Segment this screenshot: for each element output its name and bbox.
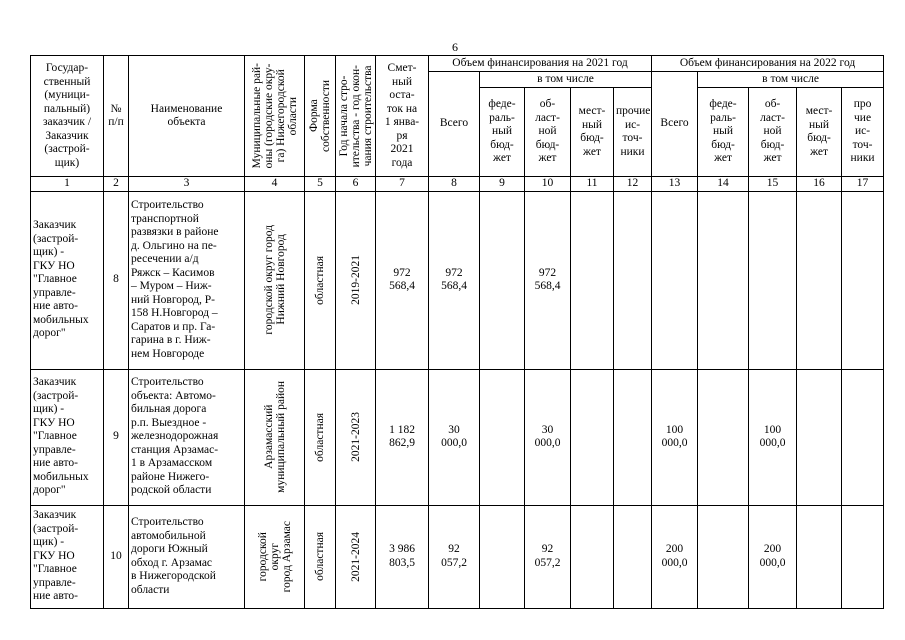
row-total-2021: 30 000,0 — [429, 369, 480, 505]
row-total-2022: 200 000,0 — [652, 505, 698, 608]
col-num: 10 — [525, 177, 571, 192]
row-years: 2019-2021 — [336, 191, 376, 369]
row-federal-2022 — [698, 191, 749, 369]
row-other-2022 — [842, 369, 884, 505]
row-ownership: областная — [305, 191, 336, 369]
row-regional-2021: 972 568,4 — [525, 191, 571, 369]
col-num: 9 — [480, 177, 525, 192]
row-regional-2022: 200 000,0 — [749, 505, 797, 608]
row-total-2022 — [652, 191, 698, 369]
header-balance: Смет- ный оста- ток на 1 янва- ря 2021 года — [376, 56, 429, 177]
header-total-2022: Всего — [652, 72, 698, 177]
row-num: 8 — [104, 191, 129, 369]
row-customer: Заказчик (застрой- щик) - ГКУ НО "Главное управле- ние авто- — [31, 505, 104, 608]
row-district: городской округ город Нижний Новгород — [245, 191, 305, 369]
header-row-1 — [31, 56, 884, 72]
row-other-2021 — [614, 369, 652, 505]
row-object: Строительство автомобильной дороги Южный обход г. Арзамас в Нижегородской области — [129, 505, 245, 608]
col-num: 1 — [31, 177, 104, 192]
header-object-name: Наименование объекта — [129, 56, 245, 177]
row-regional-2021: 92 057,2 — [525, 505, 571, 608]
row-num: 10 — [104, 505, 129, 608]
row-customer: Заказчик (застрой- щик) - ГКУ НО "Главное управле- ние авто- мобильных дорог" — [31, 369, 104, 505]
col-num: 2 — [104, 177, 129, 192]
col-num: 8 — [429, 177, 480, 192]
header-other-2022: про чие ис- точ- ники — [842, 88, 884, 177]
header-federal-2022: феде- раль- ный бюд- жет — [698, 88, 749, 177]
row-balance: 3 986 803,5 — [376, 505, 429, 608]
row-local-2022 — [797, 191, 842, 369]
financing-table — [30, 55, 884, 609]
row-years: 2021-2024 — [336, 505, 376, 608]
header-local-2022: мест- ный бюд- жет — [797, 88, 842, 177]
row-regional-2022 — [749, 191, 797, 369]
col-num: 11 — [571, 177, 614, 192]
col-num: 5 — [305, 177, 336, 192]
row-total-2022: 100 000,0 — [652, 369, 698, 505]
row-total-2021: 972 568,4 — [429, 191, 480, 369]
row-object: Строительство транспортной развязки в районе д. Ольгино на пе- ресечении а/д Ряжск – Касимов – Муром – Ниж- ний Новгород, Р- 158 Н.Новгород – Саратов и пр. Га- гарина в г. Ниж- нем Новгороде — [129, 191, 245, 369]
row-federal-2022 — [698, 369, 749, 505]
row-other-2021 — [614, 505, 652, 608]
header-incl-2022: в том числе — [698, 72, 884, 88]
header-fin-2021: Объем финансирования на 2021 год — [429, 56, 652, 72]
row-num: 9 — [104, 369, 129, 505]
table-row — [31, 505, 884, 608]
header-num: № п/п — [104, 56, 129, 177]
header-other-2021: прочие ис- точ- ники — [614, 88, 652, 177]
row-federal-2021 — [480, 505, 525, 608]
col-num: 15 — [749, 177, 797, 192]
header-local-2021: мест- ный бюд- жет — [571, 88, 614, 177]
row-local-2022 — [797, 505, 842, 608]
header-customer: Государ- ственный (муници- пальный) заказчик / Заказчик (застрой- щик) — [31, 56, 104, 177]
col-num: 17 — [842, 177, 884, 192]
row-district: Арзамасский муниципальный район — [245, 369, 305, 505]
header-regional-2022: об- ласт- ной бюд- жет — [749, 88, 797, 177]
header-incl-2021: в том числе — [480, 72, 652, 88]
row-customer: Заказчик (застрой- щик) - ГКУ НО "Главное управле- ние авто- мобильных дорог" — [31, 191, 104, 369]
page-number: 6 — [452, 40, 458, 54]
header-total-2021: Всего — [429, 72, 480, 177]
header-years: Год начала стро- ительства - год окон- чания строительства — [336, 56, 376, 177]
table-row — [31, 369, 884, 505]
row-local-2021 — [571, 191, 614, 369]
column-numbers-row — [31, 177, 884, 192]
header-regional-2021: об- ласт- ной бюд- жет — [525, 88, 571, 177]
row-federal-2021 — [480, 191, 525, 369]
col-num: 6 — [336, 177, 376, 192]
col-num: 4 — [245, 177, 305, 192]
row-other-2022 — [842, 505, 884, 608]
header-federal-2021: феде- раль- ный бюд- жет — [480, 88, 525, 177]
row-balance: 972 568,4 — [376, 191, 429, 369]
row-other-2022 — [842, 191, 884, 369]
row-district: городской округ город Арзамас — [245, 505, 305, 608]
col-num: 14 — [698, 177, 749, 192]
row-local-2022 — [797, 369, 842, 505]
row-local-2021 — [571, 369, 614, 505]
col-num: 7 — [376, 177, 429, 192]
row-object: Строительство объекта: Автомо- бильная дорога р.п. Выездное - железнодорожная станция Арзамас- 1 в Арзамасском районе Нижего- родской области — [129, 369, 245, 505]
row-ownership: областная — [305, 505, 336, 608]
col-num: 3 — [129, 177, 245, 192]
row-federal-2021 — [480, 369, 525, 505]
row-regional-2022: 100 000,0 — [749, 369, 797, 505]
row-years: 2021-2023 — [336, 369, 376, 505]
col-num: 12 — [614, 177, 652, 192]
row-total-2021: 92 057,2 — [429, 505, 480, 608]
row-ownership: областная — [305, 369, 336, 505]
row-local-2021 — [571, 505, 614, 608]
row-regional-2021: 30 000,0 — [525, 369, 571, 505]
row-federal-2022 — [698, 505, 749, 608]
col-num: 13 — [652, 177, 698, 192]
col-num: 16 — [797, 177, 842, 192]
header-districts: Муниципальные рай- оны (городские окру- га) Нижегородской области — [245, 56, 305, 177]
table-row — [31, 191, 884, 369]
row-other-2021 — [614, 191, 652, 369]
header-ownership: Форма собственности — [305, 56, 336, 177]
header-fin-2022: Объем финансирования на 2022 год — [652, 56, 884, 72]
row-balance: 1 182 862,9 — [376, 369, 429, 505]
